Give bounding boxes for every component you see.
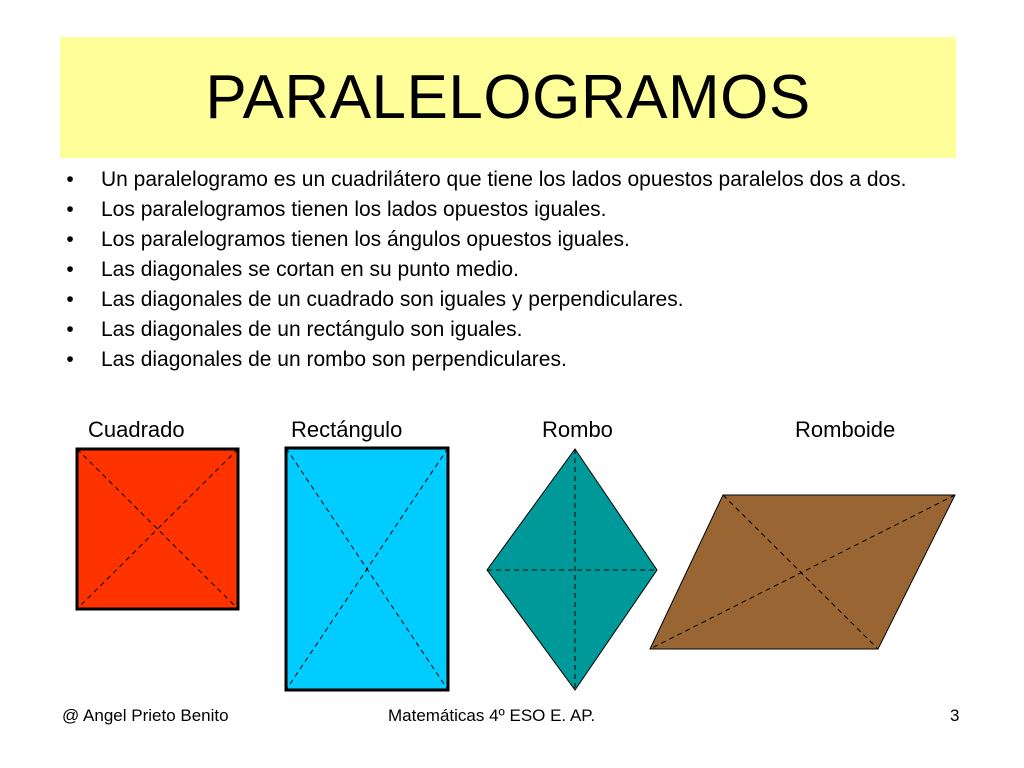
bullet-text: Los paralelogramos tienen los ángulos opuestos iguales. (101, 228, 630, 251)
footer-course: Matemáticas 4º ESO E. AP. (388, 706, 596, 725)
bullet-text: Las diagonales de un rombo son perpendiculares. (101, 348, 567, 371)
footer-page-number: 3 (950, 706, 960, 725)
rhomboid-shape (650, 495, 955, 649)
label-rectangulo: Rectángulo (291, 417, 403, 442)
bullet-dot: • (66, 258, 74, 281)
slide-title: PARALELOGRAMOS (205, 63, 811, 132)
bullet-text: Las diagonales de un rectángulo son iguales. (101, 318, 523, 341)
footer-author: @ Angel Prieto Benito (62, 706, 229, 725)
bullet-dot: • (66, 318, 74, 341)
square-shape (77, 449, 238, 609)
label-rombo: Rombo (542, 417, 613, 442)
bullet-dot: • (66, 348, 74, 371)
bullet-text: Los paralelogramos tienen los lados opuestos iguales. (101, 198, 607, 221)
bullet-dot: • (66, 168, 74, 191)
bullet-text: Un paralelogramo es un cuadrilátero que tiene los lados opuestos paralelos dos a dos. (101, 168, 907, 191)
label-cuadrado: Cuadrado (88, 417, 185, 442)
bullet-dot: • (66, 228, 74, 251)
bullet-text: Las diagonales se cortan en su punto medio. (101, 258, 519, 281)
label-romboide: Romboide (795, 417, 896, 442)
bullet-text: Las diagonales de un cuadrado son iguales y perpendiculares. (101, 288, 684, 311)
rhombus-shape (487, 449, 657, 690)
bullet-dot: • (66, 198, 74, 221)
bullet-dot: • (66, 288, 74, 311)
rectangle-shape (286, 448, 448, 690)
